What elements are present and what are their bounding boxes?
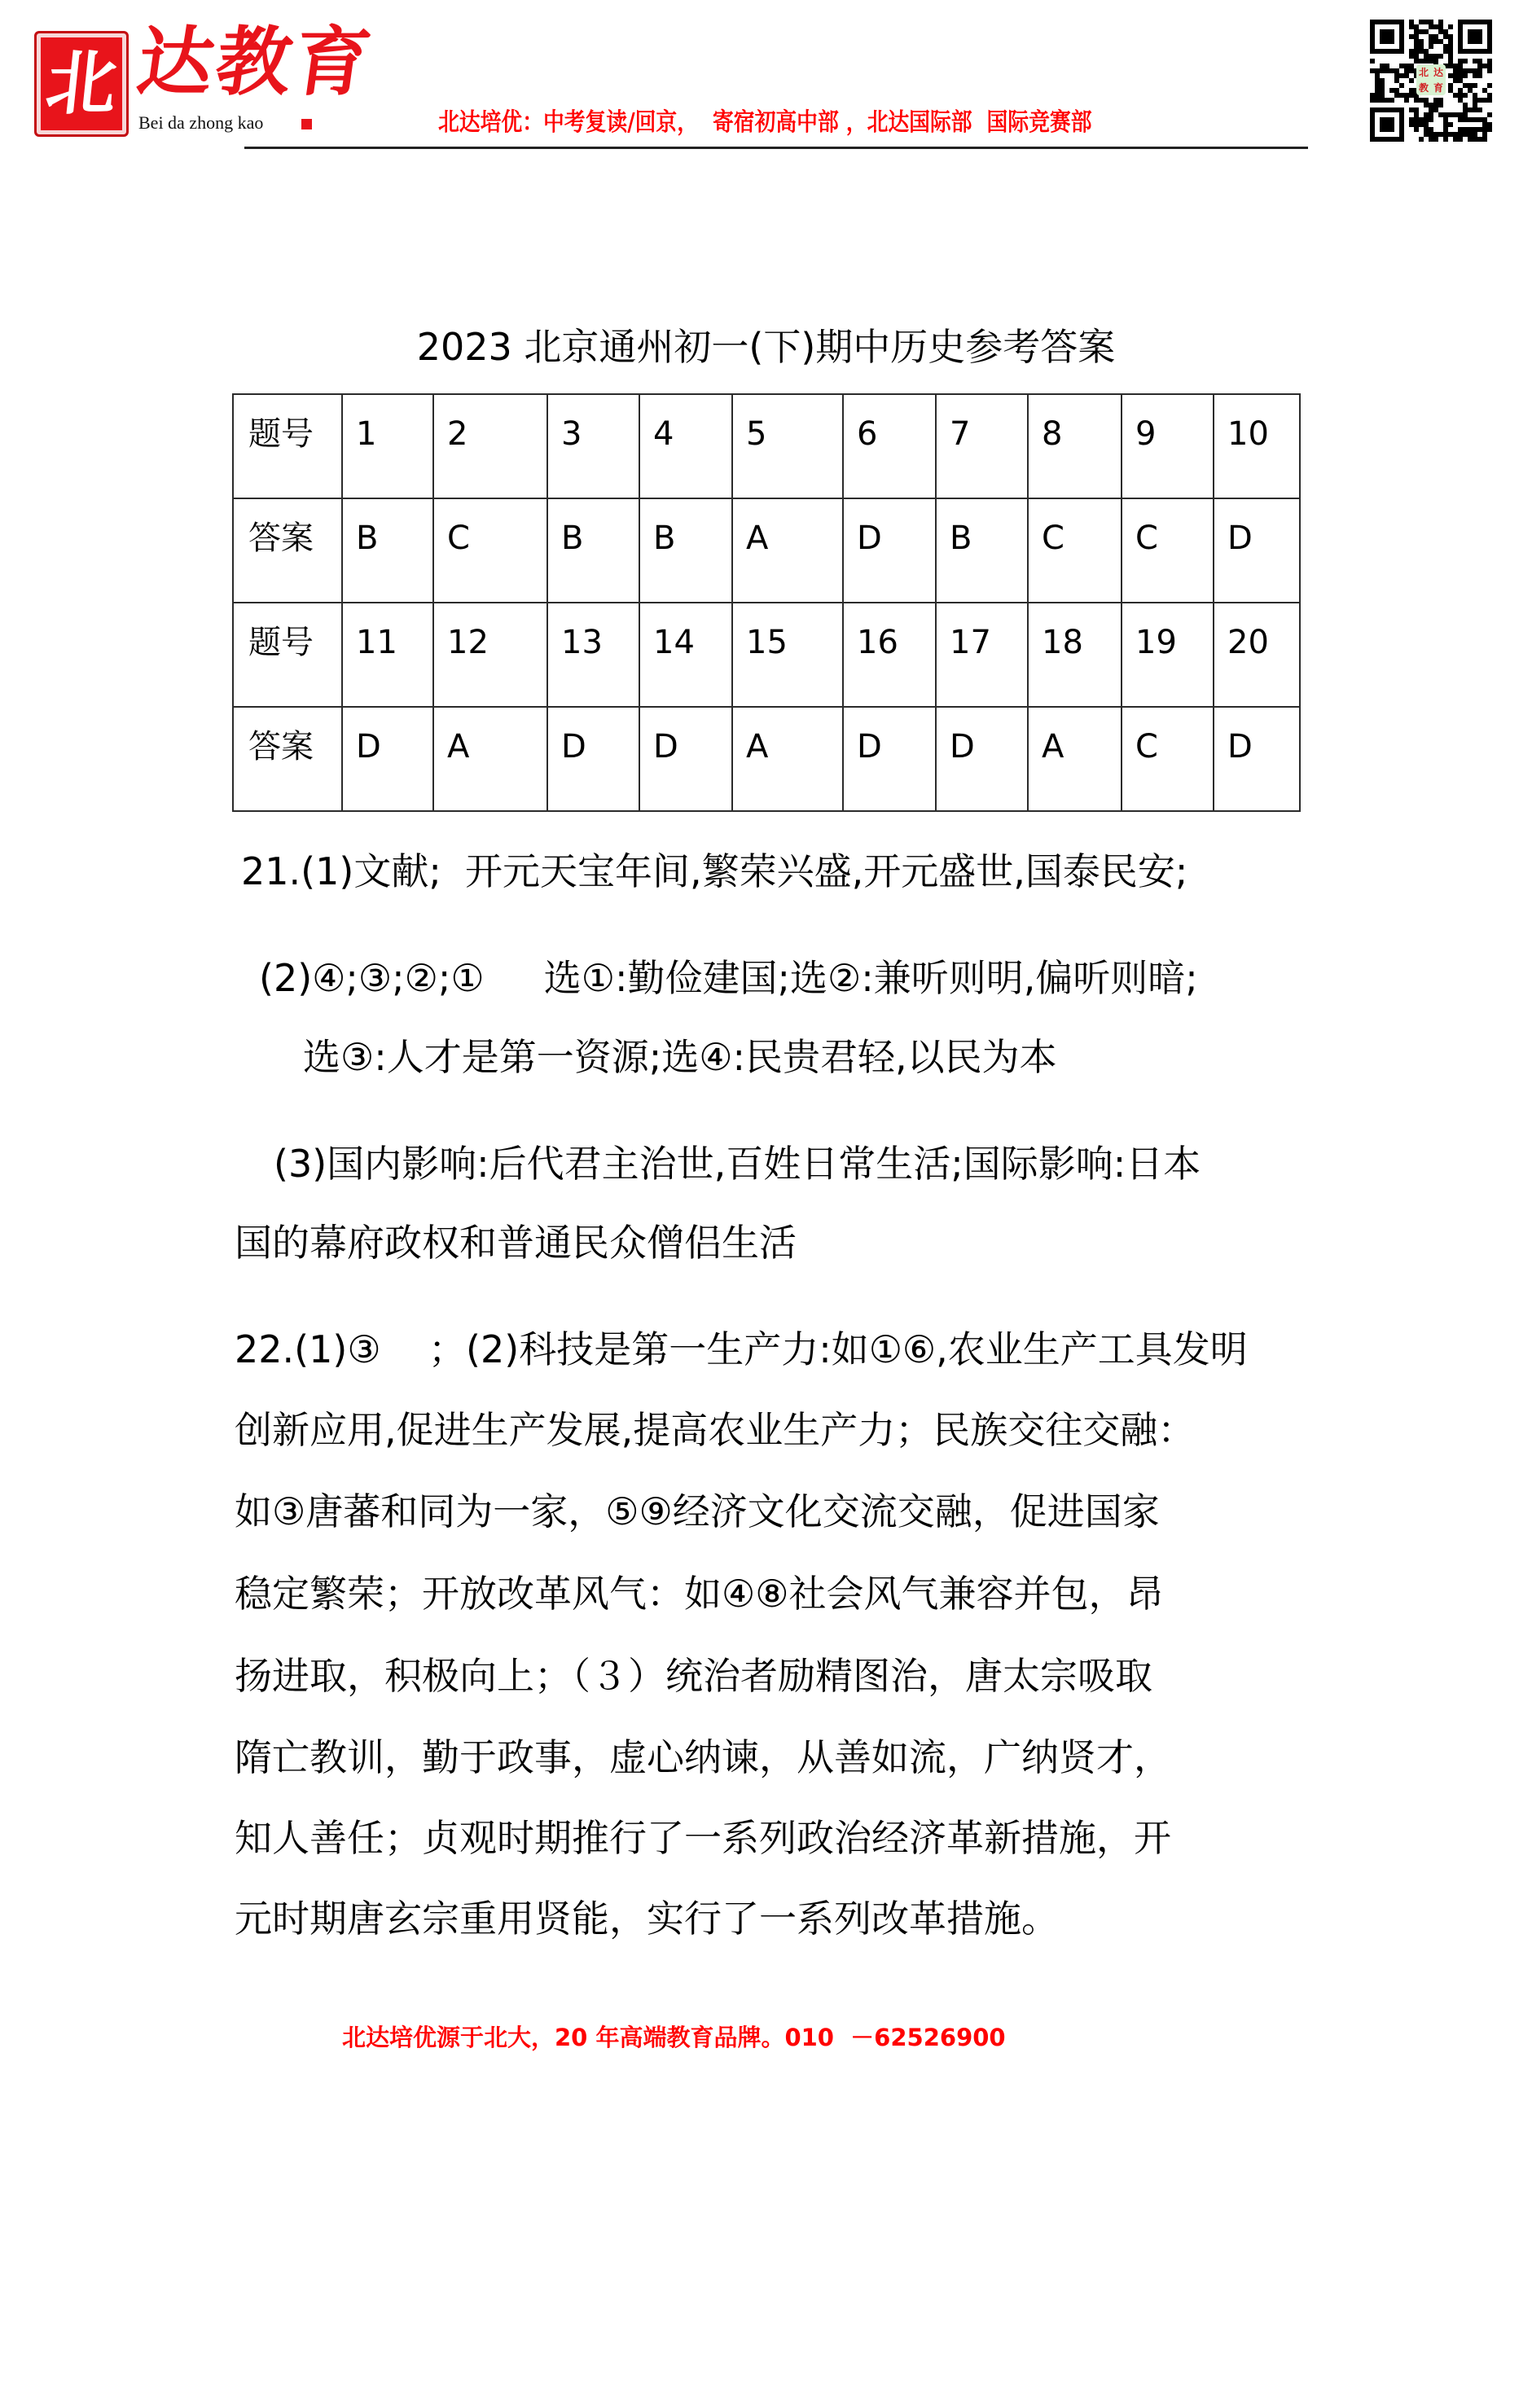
- table-cell: [1122, 603, 1214, 707]
- cell-value: B: [561, 520, 584, 557]
- logo-subtitle: Bei da zhong kao: [138, 112, 264, 133]
- table-cell: [843, 603, 936, 707]
- table-cell: [547, 498, 639, 603]
- qr-badge-char: 育: [1433, 81, 1443, 94]
- cell-value: 9: [1135, 415, 1157, 453]
- table-cell: [547, 394, 639, 498]
- table-cell: [342, 498, 433, 603]
- cell-value: 3: [561, 415, 582, 453]
- row-label: 答案: [248, 728, 314, 765]
- table-cell: [433, 394, 547, 498]
- table-cell: [639, 394, 732, 498]
- qr-badge-char: 达: [1433, 66, 1443, 78]
- table-cell: [843, 498, 936, 603]
- document-title: 2023 北京通州初一(下)期中历史参考答案: [416, 325, 1116, 369]
- cell-value: 4: [653, 415, 674, 453]
- table-cell: [639, 498, 732, 603]
- logo-square-mark: [301, 119, 312, 129]
- table-cell: [1122, 498, 1214, 603]
- q22-line: 如③唐蕃和同为一家，⑤⑨经济文化交流交融，促进国家: [235, 1489, 1160, 1533]
- q22-line: 稳定繁荣；开放改革风气：如④⑧社会风气兼容并包，昂: [235, 1572, 1164, 1616]
- cell-value: 1: [356, 415, 377, 453]
- cell-value: A: [447, 728, 470, 765]
- table-cell: [342, 603, 433, 707]
- table-cell: [936, 394, 1028, 498]
- cell-value: D: [653, 728, 678, 765]
- cell-value: 11: [356, 624, 397, 661]
- cell-value: 12: [447, 624, 489, 661]
- table-cell: [1214, 394, 1300, 498]
- row-label-cell: [233, 394, 342, 498]
- cell-value: C: [1135, 728, 1158, 765]
- q22-line: 创新应用,促进生产发展,提高农业生产力；民族交往交融：: [235, 1408, 1196, 1452]
- row-label: 题号: [248, 415, 314, 453]
- table-cell: [732, 498, 843, 603]
- qr-badge-char: 教: [1418, 81, 1429, 94]
- q21-line: 国的幕府政权和普通民众僧侣生活: [235, 1221, 797, 1265]
- cell-value: 18: [1042, 624, 1083, 661]
- header-tagline: 北达培优：中考复读/回京， 寄宿初高中部 ，北达国际部 国际竞赛部: [438, 108, 1092, 137]
- cell-value: A: [746, 728, 769, 765]
- table-cell: [732, 394, 843, 498]
- row-label: 题号: [248, 624, 314, 661]
- cell-value: 2: [447, 415, 468, 453]
- table-cell: [433, 498, 547, 603]
- cell-value: D: [356, 728, 381, 765]
- cell-value: C: [1042, 520, 1064, 557]
- q21-line: (3)国内影响:后代君主治世,百姓日常生活;国际影响:日本: [274, 1142, 1201, 1186]
- table-cell: [936, 498, 1028, 603]
- footer-contact: 北达培优源于北大，20 年高端教育品牌。010 －62526900: [342, 2024, 1006, 2051]
- table-cell: [433, 603, 547, 707]
- table-cell: [1214, 707, 1300, 811]
- cell-value: A: [1042, 728, 1064, 765]
- table-cell: [1122, 394, 1214, 498]
- q21-line: 21.(1)文献; 开元天宝年间,繁荣兴盛,开元盛世,国泰民安;: [241, 849, 1188, 893]
- q22-line: 22.(1)③ ；(2)科技是第一生产力:如①⑥,农业生产工具发明: [235, 1327, 1248, 1371]
- cell-value: 10: [1227, 415, 1269, 453]
- cell-value: 14: [653, 624, 695, 661]
- q22-line: 扬进取，积极向上；（３）统治者励精图治，唐太宗吸取: [235, 1654, 1152, 1698]
- table-cell: [1122, 707, 1214, 811]
- table-row: [233, 498, 1300, 603]
- table-row: [233, 603, 1300, 707]
- cell-value: 5: [746, 415, 767, 453]
- table-cell: [936, 603, 1028, 707]
- table-cell: [1214, 498, 1300, 603]
- qr-badge-char: 北: [1418, 66, 1429, 78]
- cell-value: D: [950, 728, 975, 765]
- table-cell: [1028, 707, 1122, 811]
- cell-value: C: [447, 520, 470, 557]
- table-cell: [1028, 498, 1122, 603]
- cell-value: 7: [950, 415, 971, 453]
- cell-value: D: [857, 520, 882, 557]
- table-cell: [639, 707, 732, 811]
- row-label-cell: [233, 707, 342, 811]
- cell-value: 20: [1227, 624, 1269, 661]
- cell-value: D: [1227, 728, 1253, 765]
- table-cell: [732, 707, 843, 811]
- qr-center-badge: [1416, 64, 1446, 95]
- table-cell: [936, 707, 1028, 811]
- table-row: [233, 707, 1300, 811]
- table-cell: [1028, 603, 1122, 707]
- cell-value: 13: [561, 624, 603, 661]
- table-cell: [732, 603, 843, 707]
- cell-value: 8: [1042, 415, 1063, 453]
- table-cell: [843, 707, 936, 811]
- logo-seal: [34, 31, 129, 137]
- cell-value: 6: [857, 415, 878, 453]
- table-cell: [1214, 603, 1300, 707]
- table-cell: [639, 603, 732, 707]
- cell-value: A: [746, 520, 769, 557]
- cell-value: D: [857, 728, 882, 765]
- cell-value: 16: [857, 624, 898, 661]
- table-cell: [547, 707, 639, 811]
- row-label-cell: [233, 603, 342, 707]
- row-label: 答案: [248, 520, 314, 557]
- cell-value: D: [1227, 520, 1253, 557]
- table-cell: [433, 707, 547, 811]
- table-row: [233, 394, 1300, 498]
- q21-line: (2)④;③;②;① 选①:勤俭建国;选②:兼听则明,偏听则暗;: [259, 956, 1198, 1000]
- answer-table: [232, 393, 1301, 812]
- q21-line: 选③:人才是第一资源;选④:民贵君轻,以民为本: [303, 1035, 1057, 1079]
- table-cell: [342, 394, 433, 498]
- q22-line: 知人善任；贞观时期推行了一系列政治经济革新措施，开: [235, 1816, 1171, 1860]
- table-cell: [1028, 394, 1122, 498]
- cell-value: 17: [950, 624, 991, 661]
- cell-value: D: [561, 728, 586, 765]
- cell-value: 19: [1135, 624, 1177, 661]
- logo-seal-char: 北: [42, 42, 121, 125]
- cell-value: 15: [746, 624, 788, 661]
- header-divider: [244, 147, 1308, 149]
- table-cell: [547, 603, 639, 707]
- cell-value: B: [356, 520, 379, 557]
- logo-text: 达教育: [132, 18, 380, 106]
- cell-value: C: [1135, 520, 1158, 557]
- cell-value: B: [950, 520, 972, 557]
- q22-line: 隋亡教训，勤于政事，虚心纳谏，从善如流，广纳贤才，: [235, 1735, 1171, 1779]
- cell-value: B: [653, 520, 676, 557]
- table-cell: [843, 394, 936, 498]
- table-cell: [342, 707, 433, 811]
- row-label-cell: [233, 498, 342, 603]
- q22-line: 元时期唐玄宗重用贤能，实行了一系列改革措施。: [235, 1897, 1059, 1941]
